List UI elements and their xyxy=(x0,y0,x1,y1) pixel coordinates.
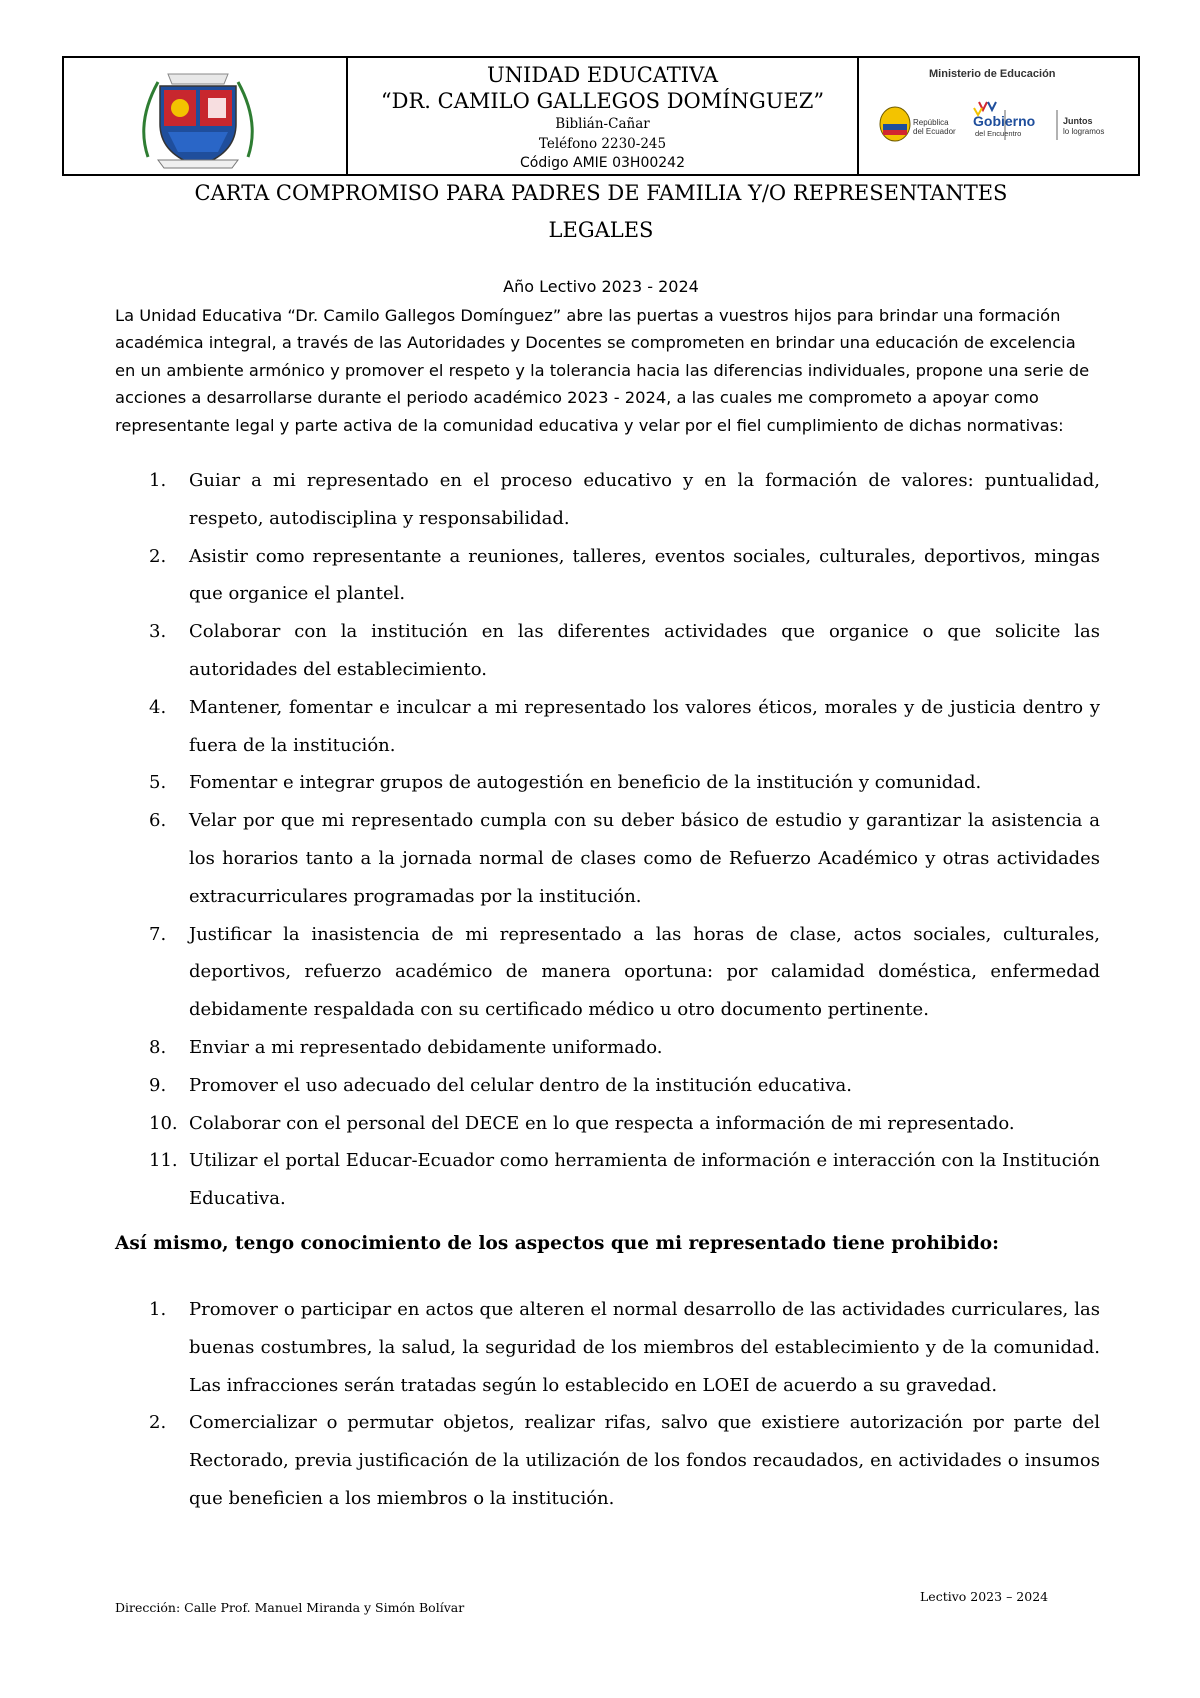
prohibition-item-text: Comercializar o permutar objetos, realizar rifas, salvo que existiere autorización por parte del Rectorado, previa justificación de la utilización de los fondos recaudados, en actividades o insumos que beneficien a los miembros o la institución. xyxy=(189,1412,1100,1509)
prohibited-heading: Así mismo, tengo conocimiento de los aspectos que mi representado tiene prohibido: xyxy=(115,1233,999,1254)
commitment-item xyxy=(115,802,1100,915)
institution-amie-code: Código AMIE 03H00242 xyxy=(520,155,685,171)
prohibitions-list xyxy=(115,1291,1100,1518)
institution-name-line2: “DR. CAMILO GALLEGOS DOMÍNGUEZ” xyxy=(380,89,825,113)
document-title-line1: CARTA COMPROMISO PARA PADRES DE FAMILIA Y/O REPRESENTANTES xyxy=(194,181,1008,205)
juntos-label: Juntos xyxy=(1063,116,1093,126)
commitment-item-text: Asistir como representante a reuniones, talleres, eventos sociales, culturales, deportivos, mingas que organice el plantel. xyxy=(189,545,1100,605)
commitment-item-text: Fomentar e integrar grupos de autogestión en beneficio de la institución y comunidad. xyxy=(189,772,982,794)
commitment-item-text: Velar por que mi representado cumpla con su deber básico de estudio y garantizar la asistencia a los horarios tanto a la jornada normal de clases como de Refuerzo Académico y otras actividades extracurriculares programadas por la institución. xyxy=(189,810,1100,907)
prohibition-item xyxy=(115,1404,1100,1517)
commitment-item xyxy=(115,1029,1100,1067)
commitment-item xyxy=(115,1142,1100,1218)
prohibition-item-text: Promover o participar en actos que alteren el normal desarrollo de las actividades curriculares, las buenas costumbres, la salud, la seguridad de los miembros del establecimiento y de la comunidad. Las infracciones serán tratadas según lo establecido en LOEI de acuerdo a su gravedad. xyxy=(189,1299,1100,1396)
commitment-item-number: 7. xyxy=(149,923,167,945)
commitment-item-number: 4. xyxy=(149,696,167,718)
government-logos xyxy=(875,98,1130,146)
commitment-item-text: Utilizar el portal Educar-Ecuador como herramienta de información e interacción con la Institución Educativa. xyxy=(189,1150,1100,1210)
commitment-item-number: 5. xyxy=(149,772,167,794)
commitment-item xyxy=(115,538,1100,614)
institution-phone: Teléfono 2230-245 xyxy=(538,136,667,152)
commitment-item-number: 2. xyxy=(149,545,167,567)
commitment-item xyxy=(115,613,1100,689)
ministry-label: Ministerio de Educación xyxy=(929,68,1056,80)
ecuador-label-1: República xyxy=(913,118,949,127)
commitment-item xyxy=(115,462,1100,538)
school-shield-logo xyxy=(128,62,268,172)
commitment-item xyxy=(115,764,1100,802)
footer-school-year: Lectivo 2023 – 2024 xyxy=(920,1589,1049,1604)
commitment-item-number: 9. xyxy=(149,1074,167,1096)
document-title-line2: LEGALES xyxy=(548,218,654,242)
commitment-item-text: Promover el uso adecuado del celular dentro de la institución educativa. xyxy=(189,1074,852,1096)
del-encuentro-label: del Encuentro xyxy=(975,129,1022,138)
commitment-item-text: Enviar a mi representado debidamente uniformado. xyxy=(189,1036,663,1058)
commitment-item xyxy=(115,1105,1100,1143)
institution-name-line1: UNIDAD EDUCATIVA xyxy=(486,63,719,87)
commitment-item-text: Mantener, fomentar e inculcar a mi representado los valores éticos, morales y de justicia dentro y fuera de la institución. xyxy=(189,696,1100,756)
lo-logramos-label: lo logramos xyxy=(1063,127,1105,136)
footer-address: Dirección: Calle Prof. Manuel Miranda y Simón Bolívar xyxy=(115,1600,465,1615)
ministry-logo-cell xyxy=(859,58,1138,174)
commitment-item-number: 3. xyxy=(149,621,167,643)
commitment-item xyxy=(115,916,1100,1029)
commitment-item-number: 1. xyxy=(149,470,167,491)
school-logo-cell xyxy=(64,58,348,174)
commitment-item-number: 11. xyxy=(149,1150,178,1172)
prohibition-item xyxy=(115,1291,1100,1404)
commitment-item xyxy=(115,689,1100,765)
ecuador-label-2: del Ecuador xyxy=(913,127,956,136)
prohibition-item-number: 1. xyxy=(149,1299,167,1320)
institution-info-cell xyxy=(348,58,859,174)
commitment-item-text: Justificar la inasistencia de mi representado a las horas de clase, actos sociales, culturales, deportivos, refuerzo académico de manera oportuna: por calamidad doméstica, enfermedad debidamente respaldada con su certificado médico u otro documento pertinente. xyxy=(189,923,1100,1021)
prohibition-item-number: 2. xyxy=(149,1412,167,1434)
commitment-item xyxy=(115,1067,1100,1105)
commitment-item-text: Guiar a mi representado en el proceso educativo y en la formación de valores: puntualidad, respeto, autodisciplina y responsabilidad. xyxy=(189,470,1100,529)
commitments-list xyxy=(115,462,1100,1218)
commitment-item-text: Colaborar con el personal del DECE en lo que respecta a información de mi representado. xyxy=(189,1112,1015,1134)
commitment-item-number: 6. xyxy=(149,810,167,832)
institution-location: Biblián-Cañar xyxy=(555,116,650,132)
school-year-label: Año Lectivo 2023 - 2024 xyxy=(503,277,699,296)
commitment-item-number: 10. xyxy=(149,1112,178,1134)
intro-paragraph: La Unidad Educativa “Dr. Camilo Gallegos Domínguez” abre las puertas a vuestros hijos para brindar una formación académica integral, a través de las Autoridades y Docentes se comprometen en brindar una educación de excelencia en un ambiente armónico y promover el respeto y la tolerancia hacia las diferencias individuales, propone una serie de acciones a desarrollarse durante el periodo académico 2023 - 2024, a las cuales me comprometo a apoyar como representante legal y parte activa de la comunidad educativa y velar por el fiel cumplimiento de dichas normativas: xyxy=(115,306,1090,435)
gobierno-label: Gobierno xyxy=(973,113,1036,129)
commitment-item-text: Colaborar con la institución en las diferentes actividades que organice o que solicite las autoridades del establecimiento. xyxy=(189,621,1100,680)
header-table xyxy=(62,56,1140,176)
commitment-item-number: 8. xyxy=(149,1036,167,1058)
